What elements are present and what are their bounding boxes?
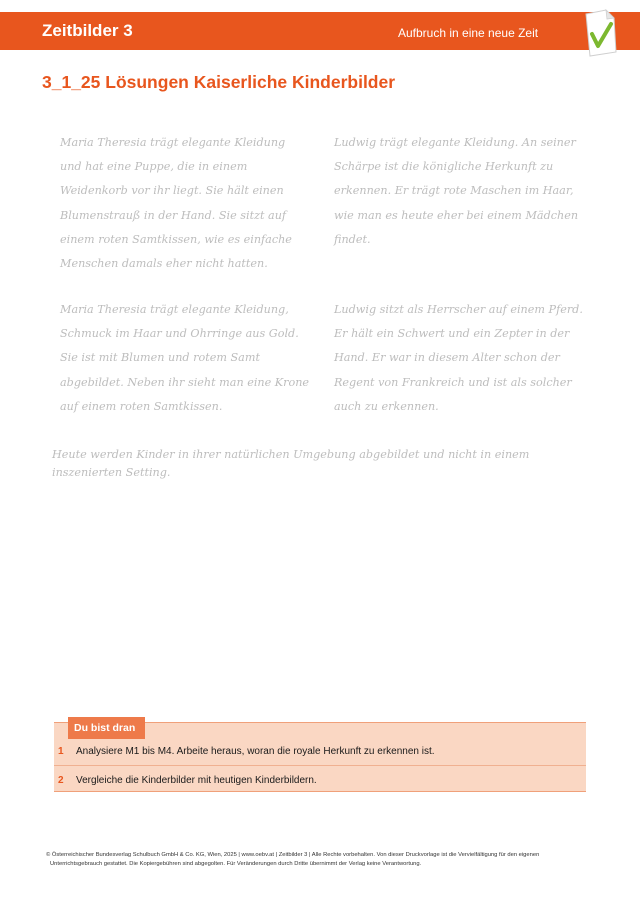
answer-text-5: Heute werden Kinder in ihrer natürlichen Umgebung abgebildet und nicht in einem inszenierten Setting.: [52, 448, 530, 479]
page-header: [0, 12, 640, 50]
task-number: 2: [58, 775, 64, 786]
task-text: Vergleiche die Kinderbilder mit heutigen Kinderbildern.: [76, 775, 317, 786]
task-number: 1: [58, 746, 64, 757]
answer-text-1: Maria Theresia trägt elegante Kleidung und hat eine Puppe, die in einem Weidenkorb vor ihr liegt. Sie hält einen Blumenstrauß in der Hand. Sie sitzt auf einem roten Samtkissen, wie es einfache Menschen damals eher nicht hatten.: [60, 136, 292, 271]
task-item: [58, 746, 578, 757]
answer-text-4: Ludwig sitzt als Herrscher auf einem Pferd. Er hält ein Schwert und ein Zepter in der Hand. Er war in diesem Alter schon der Regent von Frankreich und ist als solcher auch zu erkennen.: [334, 303, 583, 413]
copyright-footer: [46, 851, 596, 868]
task-item: [58, 775, 578, 786]
task-box-label: Du bist dran: [68, 717, 145, 739]
task-divider: [54, 765, 586, 766]
footer-line-2: Unterrichtsgebrauch gestattet. Die Kopiergebühren sind abgegolten. Für Veränderungen durch Dritte übernimmt der Verlag keine Verantwortung.: [50, 860, 422, 867]
footer-line-1: © Österreichischer Bundesverlag Schulbuch GmbH & Co. KG, Wien, 2025 | www.oebv.at | Zeitbilder 3 | Alle Rechte vorbehalten. Von dieser Druckvorlage ist die Vervielfältigung für den eigenen: [46, 852, 540, 858]
header-brand: Zeitbilder 3: [42, 21, 133, 40]
answer-text-3: Maria Theresia trägt elegante Kleidung, Schmuck im Haar und Ohrringe aus Gold. Sie ist mit Blumen und rotem Samt abgebildet. Neben ihr sieht man eine Krone auf einem roten Samtkissen.: [60, 303, 310, 413]
answer-text-2: Ludwig trägt elegante Kleidung. An seiner Schärpe ist die königliche Herkunft zu erkennen. Er trägt rote Maschen im Haar, wie man es heute eher bei einem Mädchen findet.: [334, 136, 579, 246]
document-checkmark-icon: [580, 8, 620, 58]
page-title: 3_1_25 Lösungen Kaiserliche Kinderbilder: [42, 72, 396, 92]
header-subtitle: Aufbruch in eine neue Zeit: [398, 26, 539, 40]
task-text: Analysiere M1 bis M4. Arbeite heraus, woran die royale Herkunft zu erkennen ist.: [76, 746, 435, 757]
